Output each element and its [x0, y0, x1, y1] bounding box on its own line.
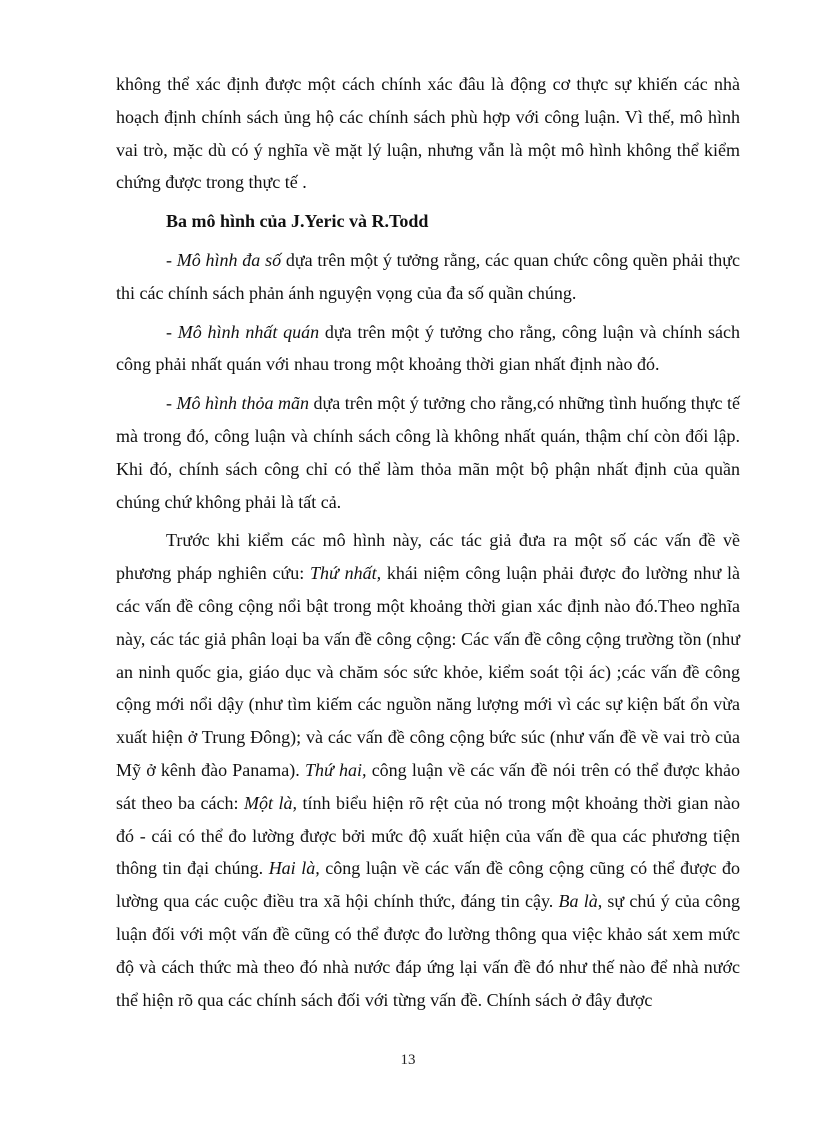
page-number: 13 [400, 1052, 416, 1068]
paragraph-methodology [116, 524, 740, 1016]
description-text: dựa trên một ý tưởng cho rằng,có những tình huống thực tế mà trong đó, công luận và chính sách công là không nhất quán, thậm chí còn đối lập. Khi đó, chính sách công chỉ có thể làm thỏa mãn một bộ phận nhất định của quần chúng chứ không phải là tất cả. [116, 393, 741, 512]
emphasis-one: Một là, [243, 792, 297, 813]
emphasis-first: Thứ nhất, [310, 563, 382, 584]
list-dash: - [166, 249, 177, 270]
description-text: dựa trên một ý tưởng rằng, các quan chức công quền phải thực thi các chính sách phản ánh nguyện vọng của đa số quần chúng. [116, 249, 740, 303]
paragraph-satisfaction-model [116, 387, 740, 518]
paragraph-consistency-model [116, 316, 740, 382]
term-majority-model: Mô hình đa số [176, 249, 282, 270]
term-consistency-model: Mô hình nhất quán [177, 321, 320, 342]
body-text: tính biểu hiện rõ rệt của nó trong một khoảng thời gian nào đó - cái có thể đo lường được bởi mức độ xuất hiện của vấn đề qua các phương tiện thông tin đại chúng. [116, 792, 740, 879]
list-dash: - [166, 393, 177, 414]
emphasis-second: Thứ hai, [304, 759, 367, 780]
paragraph-intro: không thể xác định được một cách chính xác đâu là động cơ thực sự khiến các nhà hoạch định chính sách ủng hộ các chính sách phù hợp với công luận. Vì thế, mô hình vai trò, mặc dù có ý nghĩa về mặt lý luận, nhưng vẫn là một mô hình không thể kiểm chứng được trong thực tế . [116, 74, 740, 193]
paragraph-majority-model [116, 244, 740, 310]
emphasis-three: Ba là [558, 891, 598, 912]
body-text: khái niệm công luận phải được đo lường như là các vấn đề công cộng nổi bật trong một khoảng thời gian xác định nào đó.Theo nghĩa này, các tác giả phân loại ba vấn đề công cộng: Các vấn đề công cộng trường tồn (như an ninh quốc gia, giáo dục và chăm sóc sức khỏe, kiểm soát tội ác) ;các vấn đề công cộng mới nổi dậy (như tìm kiếm các nguồn năng lượng mới vì các sự kiện bất ổn vừa xuất hiện ở Trung Đông); và các vấn đề công cộng bức súc (như vấn đề về vai trò của Mỹ ở kênh đào Panama). [116, 563, 740, 780]
description-text: dựa trên một ý tưởng cho rằng, công luận và chính sách công phải nhất quán với nhau trong một khoảng thời gian nhất định nào đó. [116, 321, 740, 375]
body-text: , sự chú ý của công luận đối với một vấn đề cũng có thể được đo lường thông qua việc khảo sát xem mức độ và cách thức mà theo đó nhà nước đáp ứng lại vấn đề đó như thế nào để nhà nước thể hiện rõ qua các chính sách đối với từng vấn đề. Chính sách ở đây được [116, 891, 741, 1010]
list-dash: - [166, 321, 178, 342]
emphasis-two: Hai là, [268, 858, 320, 879]
section-heading: Ba mô hình của J.Yeric và R.Todd [166, 211, 429, 232]
body-text: công luận về các vấn đề nói trên có thể được khảo sát theo ba cách: [116, 759, 740, 813]
body-text: Trước khi kiểm các mô hình này, các tác giả đưa ra một số các vấn đề về phương pháp nghiên cứu: [116, 530, 740, 584]
body-text: công luận về các vấn đề công cộng cũng có thể được đo lường qua các cuộc điều tra xã hội chính thức, đáng tin cậy. [116, 858, 740, 912]
term-satisfaction-model: Mô hình thỏa mãn [176, 393, 310, 414]
